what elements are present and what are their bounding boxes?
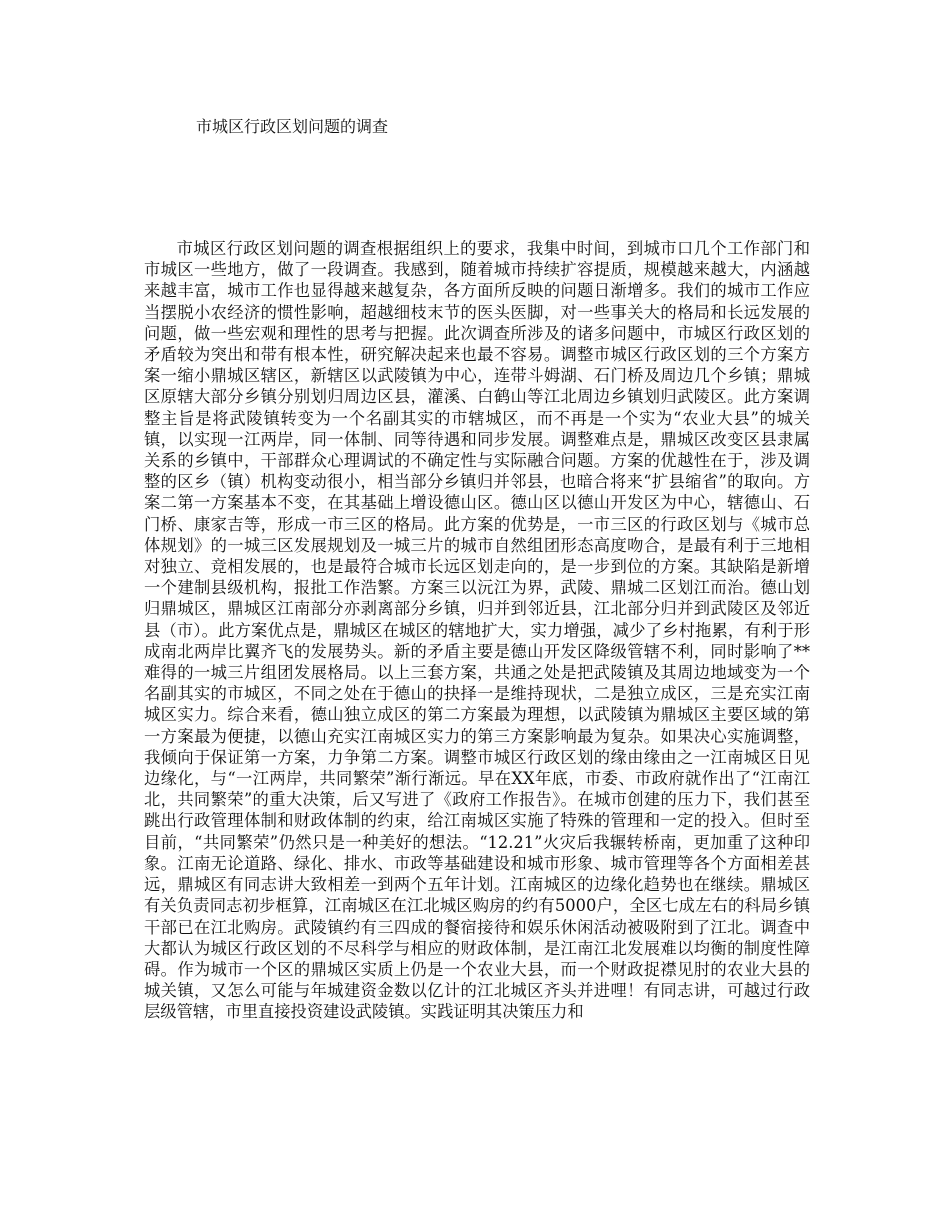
document-body: 市城区行政区划问题的调查根据组织上的要求，我集中时间，到城市口几个工作部门和市城区一些地方，做了一段调查。我感到，随着城市持续扩容提质，规模越来越大，内涵越来越丰富，城市工作也显得越来越复杂，各方面所反映的问题日渐增多。我们的城市工作应当摆脱小农经济的惯性影响，超越细枝末节的医头医脚，对一些事关大的格局和长远发展的问题，做一些宏观和理性的思考与把握。此次调查所涉及的诸多问题中，市城区行政区划的矛盾较为突出和带有根本性，研究解决起来也最不容易。调整市城区行政区划的三个方案方案一缩小鼎城区辖区，新辖区以武陵镇为中心，连带斗姆湖、石门桥及周边几个乡镇；鼎城区原辖大部分乡镇分别划归周边区县，灌溪、白鹤山等江北周边乡镇划归武陵区。此方案调整主旨是将武陵镇转变为一个名副其实的市辖城区，而不再是一个实为“农业大县”的城关镇，以实现一江两岸，同一体制、同等待遇和同步发展。调整难点是，鼎城区改变区县隶属关系的乡镇中，干部群众心理调试的不确定性与实际融合问题。方案的优越性在于，涉及调整的区乡（镇）机构变动很小，相当部分乡镇归并邻县，也暗合将来“扩县缩省”的取向。方案二第一方案基本不变，在其基础上增设德山区。德山区以德山开发区为中心，辖德山、石门桥、康家吉等，形成一市三区的格局。此方案的优势是，一市三区的行政区划与《城市总体规划》的一城三区发展规划及一城三片的城市自然组团形态高度吻合，是最有利于三地相对独立、竞相发展的，也是最符合城市长远区划走向的，是一步到位的方案。其缺陷是新增一个建制县级机构，报批工作浩繁。方案三以沅江为界，武陵、鼎城二区划江而治。德山划归鼎城区，鼎城区江南部分亦剥离部分乡镇，归并到邻近县，江北部分归并到武陵区及邻近县（市）。此方案优点是，鼎城区在城区的辖地扩大，实力增强，减少了乡村拖累，有利于形成南北两岸比翼齐飞的发展势头。新的矛盾主要是德山开发区降级管辖不利，同时影响了**难得的一城三片组团发展格局。以上三套方案，共通之处是把武陵镇及其周边地域变为一个名副其实的市城区，不同之处在于德山的抉择一是维持现状，二是独立成区，三是充实江南城区实力。综合来看，德山独立成区的第二方案最为理想，以武陵镇为鼎城区主要区域的第一方案最为便捷，以德山充实江南城区实力的第三方案影响最为复杂。如果决心实施调整，我倾向于保证第一方案，力争第二方案。调整市城区行政区划的缘由缘由之一江南城区日见边缘化，与“一江两岸，共同繁荣”渐行渐远。早在XX年底，市委、市政府就作出了“江南江北，共同繁荣”的重大决策，后又写进了《政府工作报告》。在城市创建的压力下，我们甚至跳出行政管理体制和财政体制的约束，给江南城区实施了特殊的管理和一定的投入。但时至目前，“共同繁荣”仍然只是一种美好的想法。“12.21”火灾后我辗转桥南，更加重了这种印象。江南无论道路、绿化、排水、市政等基础建设和城市形象、城市管理等各个方面相差甚远，鼎城区有同志讲大致相差一到两个五年计划。江南城区的边缘化趋势也在继续。鼎城区有关负责同志初步框算，江南城区在江北城区购房的约有5000户，全区七成左右的科局乡镇干部已在江北购房。武陵镇约有三四成的餐宿接待和娱乐休闲活动被吸附到了江北。调查中大都认为城区行政区划的不尽科学与相应的财政体制，是江南江北发展难以均衡的制度性障碍。作为城市一个区的鼎城区实质上仍是一个农业大县，而一个财政捉襟见肘的农业大县的城关镇，又怎么可能与年城建资金数以亿计的江北城区齐头并进哩！有同志讲，可越过行政层级管辖，市里直接投资建设武陵镇。实践证明其决策压力和 bbox=[144, 239, 810, 1022]
document-title: 市城区行政区划问题的调查 bbox=[196, 117, 389, 136]
